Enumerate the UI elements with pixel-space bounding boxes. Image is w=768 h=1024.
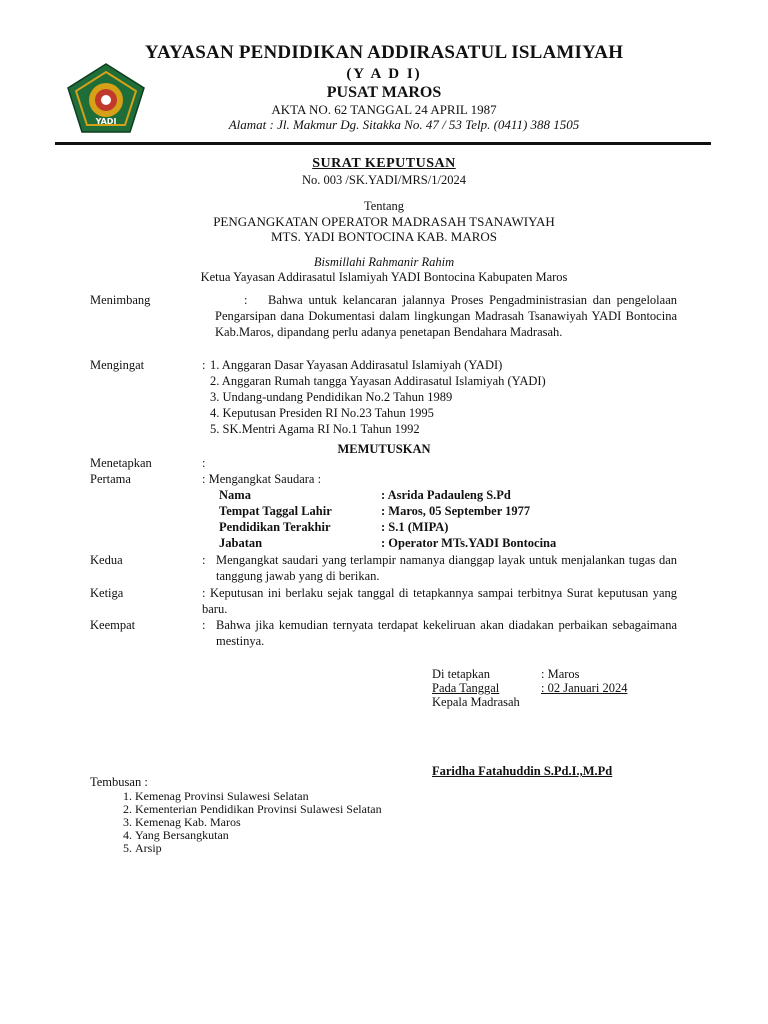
ketiga-label: Ketiga bbox=[90, 586, 124, 600]
date-value: : 02 Januari 2024 bbox=[541, 681, 628, 695]
mengingat-colon: : bbox=[202, 358, 206, 372]
pertama-label: Pertama bbox=[90, 472, 131, 486]
menimbang-colon: : bbox=[244, 293, 248, 307]
organization-branch: PUSAT MAROS bbox=[326, 84, 442, 101]
mengingat-item: 3. Undang-undang Pendidikan No.2 Tahun 1989 bbox=[210, 390, 453, 404]
organization-address: Alamat : Jl. Makmur Dg. Sitakka No. 47 / 53 Telp. (0411) 388 1505 bbox=[228, 117, 580, 132]
mengingat-item: 2. Anggaran Rumah tangga Yayasan Addirasatul Islamiyah (YADI) bbox=[210, 374, 546, 388]
appointee-field-label: Tempat Taggal Lahir bbox=[219, 504, 332, 518]
tembusan-item: 5. Arsip bbox=[135, 842, 510, 855]
tembusan-item: 2. Kementerian Pendidikan Provinsi Sulawesi Selatan bbox=[135, 803, 510, 816]
about-line-2: MTS. YADI BONTOCINA KAB. MAROS bbox=[270, 229, 498, 244]
decree-number: No. 003 /SK.YADI/MRS/1/2024 bbox=[302, 173, 466, 187]
appointee-field-value: : Maros, 05 September 1977 bbox=[381, 504, 531, 518]
mengingat-item: 4. Keputusan Presiden RI No.23 Tahun 1995 bbox=[210, 406, 434, 420]
appointee-field-value: : S.1 (MIPA) bbox=[381, 520, 449, 534]
appointee-field-label: Jabatan bbox=[219, 536, 263, 550]
menetapkan-colon: : bbox=[202, 456, 206, 470]
tembusan-label: Tembusan : bbox=[90, 775, 148, 789]
place-value: : Maros bbox=[541, 667, 580, 681]
mengingat-label: Mengingat bbox=[90, 358, 145, 372]
decree-title: SURAT KEPUTUSAN bbox=[312, 156, 456, 171]
ketiga-text: : Keputusan ini berlaku sejak tanggal di tetapkannya sampai terbitnya Surat keputusan yang baru. bbox=[202, 586, 677, 616]
basmalah: Bismillahi Rahmanir Rahim bbox=[313, 255, 455, 269]
tembusan-item: 4. Yang Bersangkutan bbox=[135, 829, 510, 842]
kedua-text: Mengangkat saudari yang terlampir namanya dianggap layak untuk menjalankan tugas dan tanggung jawab yang di berikan. bbox=[216, 553, 677, 583]
logo-lettering: YADI bbox=[95, 117, 117, 126]
tembusan-item: 3. Kemenag Kab. Maros bbox=[135, 816, 510, 829]
signer-name: Faridha Fatahuddin S.Pd.I.,M.Pd bbox=[432, 764, 613, 778]
mengingat-item: 1. Anggaran Dasar Yayasan Addirasatul Islamiyah (YADI) bbox=[210, 358, 503, 372]
pertama-text: : Mengangkat Saudara : bbox=[202, 472, 322, 486]
kedua-colon: : bbox=[202, 553, 206, 567]
about-label: Tentang bbox=[363, 199, 405, 213]
date-label: Pada Tanggal bbox=[432, 681, 500, 695]
place-label: Di tetapkan bbox=[432, 667, 490, 681]
kedua-label: Kedua bbox=[90, 553, 123, 567]
appointee-field-label: Nama bbox=[219, 488, 251, 502]
appointee-field-value: : Asrida Padauleng S.Pd bbox=[381, 488, 511, 502]
organization-name: YAYASAN PENDIDIKAN ADDIRASATUL ISLAMIYAH bbox=[144, 42, 624, 63]
memutuskan-heading: MEMUTUSKAN bbox=[337, 442, 431, 456]
appointee-field-value: : Operator MTs.YADI Bontocina bbox=[381, 536, 557, 550]
appointee-field-label: Pendidikan Terakhir bbox=[219, 520, 331, 534]
signer-position: Kepala Madrasah bbox=[432, 695, 520, 709]
menimbang-text: Bahwa untuk kelancaran jalannya Proses Pengadministrasian dan pengelolaan Pengarsipan dana Dokumentasi dalam lingkungan Madrasah Tsanawiyah YADI Bontocina Kab.Maros, dipandang perlu adanya penetapan Bendahara Madrasah. bbox=[215, 293, 677, 339]
letterhead-divider bbox=[55, 142, 711, 145]
keempat-colon: : bbox=[202, 618, 206, 632]
menimbang-label: Menimbang bbox=[90, 293, 151, 307]
tembusan-list bbox=[90, 790, 510, 855]
decree-issuer: Ketua Yayasan Addirasatul Islamiyah YADI Bontocina Kabupaten Maros bbox=[200, 270, 568, 284]
mengingat-item: 5. SK.Mentri Agama RI No.1 Tahun 1992 bbox=[210, 422, 420, 436]
organization-abbreviation: (Y A D I) bbox=[346, 66, 422, 82]
about-line-1: PENGANGKATAN OPERATOR MADRASAH TSANAWIYAH bbox=[213, 214, 555, 229]
keempat-text: Bahwa jika kemudian ternyata terdapat kekeliruan akan diadakan perbaikan sebagaimana mestinya. bbox=[216, 618, 677, 648]
menetapkan-label: Menetapkan bbox=[90, 456, 152, 470]
tembusan-item: 1. Kemenag Provinsi Sulawesi Selatan bbox=[135, 790, 510, 803]
keempat-label: Keempat bbox=[90, 618, 136, 632]
deed-number: AKTA NO. 62 TANGGAL 24 APRIL 1987 bbox=[271, 102, 497, 117]
